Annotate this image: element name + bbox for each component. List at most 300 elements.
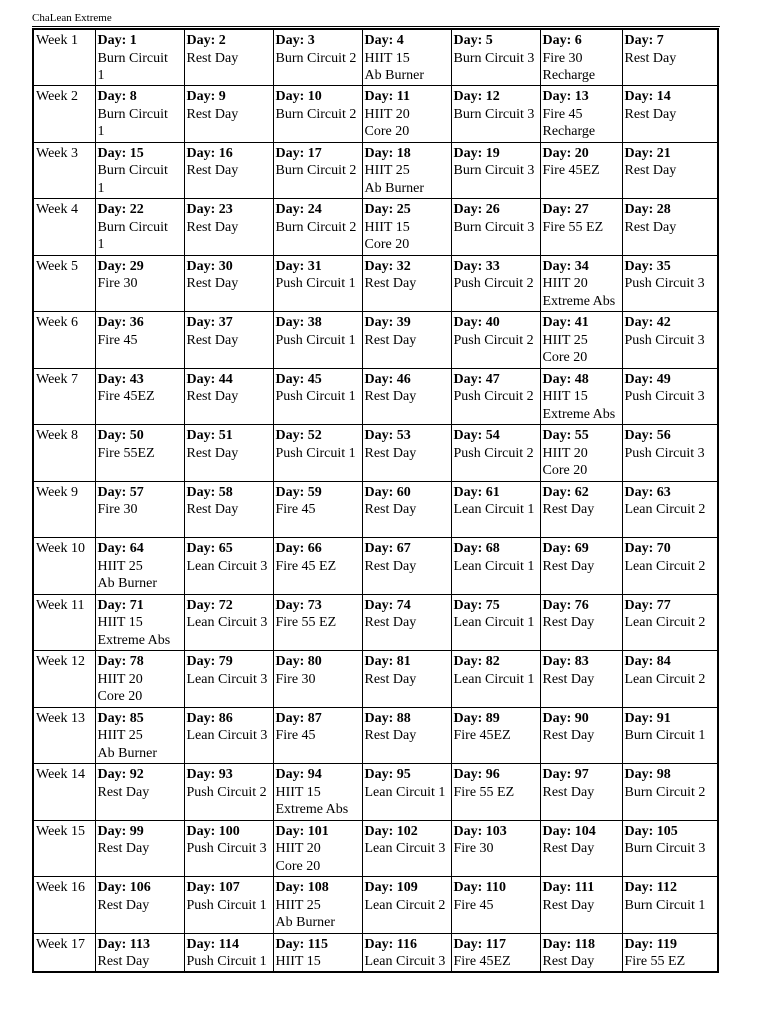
workout-name: Push Circuit 2	[453, 332, 534, 348]
day-number: Day: 31	[275, 258, 322, 274]
day-cell	[184, 481, 273, 538]
workout-name: Rest Day	[97, 784, 150, 800]
workout-name: Fire 45EZ	[97, 389, 155, 404]
workout-name: Rest Day	[624, 163, 677, 178]
day-number: Day: 7	[624, 33, 664, 48]
workout-name: Burn Circuit 1	[624, 728, 706, 743]
workout-name: Rest Day	[364, 728, 417, 743]
day-cell	[540, 312, 622, 369]
workout-name: Lean Circuit 3	[186, 671, 268, 687]
day-number: Day: 64	[97, 541, 144, 556]
workout-name: 1	[97, 124, 105, 139]
day-number: Day: 112	[624, 880, 677, 895]
day-cell	[540, 594, 622, 651]
day-cell	[540, 368, 622, 425]
workout-name: Push Circuit 1	[275, 276, 356, 291]
day-cell	[451, 594, 540, 651]
day-number: Day: 37	[186, 315, 233, 330]
day-number: Day: 51	[186, 428, 233, 443]
day-cell	[273, 29, 362, 86]
workout-name: Push Circuit 2	[453, 445, 534, 461]
day-number: Day: 108	[275, 880, 329, 895]
week-row	[33, 538, 718, 595]
workout-name: Rest Day	[97, 841, 150, 856]
workout-name: Rest Day	[542, 502, 595, 517]
day-number: Day: 4	[364, 33, 404, 48]
workout-name: Extreme Abs	[542, 293, 616, 309]
day-number: Day: 106	[97, 880, 151, 895]
workout-name: Lean Circuit 2	[624, 615, 706, 630]
day-cell	[273, 425, 362, 482]
day-number: Day: 104	[542, 823, 596, 839]
day-number: Day: 5	[453, 33, 493, 48]
day-number: Day: 53	[364, 428, 411, 443]
day-cell	[362, 86, 451, 143]
day-cell	[95, 86, 184, 143]
day-number: Day: 1	[97, 33, 137, 48]
day-number: Day: 71	[97, 597, 144, 613]
day-number: Day: 54	[453, 428, 500, 443]
workout-name: Fire 45	[275, 502, 316, 517]
workout-name: Fire 30	[97, 276, 138, 291]
workout-name: Lean Circuit 1	[453, 615, 535, 630]
workout-name: Fire 55 EZ	[542, 219, 604, 235]
day-cell	[622, 481, 718, 538]
day-number: Day: 20	[542, 145, 589, 161]
week-row	[33, 255, 718, 312]
workout-name: Lean Circuit 2	[624, 671, 706, 687]
workout-name: Push Circuit 1	[186, 954, 267, 969]
workout-name: HIIT 15	[364, 50, 410, 66]
day-cell	[362, 481, 451, 538]
workout-name: Rest Day	[97, 954, 150, 969]
day-number: Day: 23	[186, 202, 233, 217]
day-cell	[95, 199, 184, 256]
workout-name: Burn Circuit	[97, 219, 168, 235]
day-cell	[362, 820, 451, 877]
week-label: Week 2	[33, 86, 95, 143]
workout-name: Lean Circuit 1	[364, 784, 446, 800]
week-label: Week 14	[33, 764, 95, 821]
workout-name: Burn Circuit 2	[275, 50, 357, 66]
workout-name: HIIT 15	[364, 219, 410, 235]
day-number: Day: 86	[186, 710, 233, 726]
day-cell	[184, 820, 273, 877]
workout-name: Rest Day	[364, 671, 417, 687]
day-number: Day: 110	[453, 880, 506, 895]
workout-name: Burn Circuit	[97, 163, 168, 178]
day-cell	[622, 86, 718, 143]
day-cell	[451, 764, 540, 821]
day-number: Day: 49	[624, 371, 671, 387]
day-number: Day: 12	[453, 89, 500, 104]
day-number: Day: 34	[542, 258, 589, 274]
week-row	[33, 764, 718, 821]
day-number: Day: 47	[453, 371, 500, 387]
day-cell	[184, 651, 273, 708]
day-cell	[622, 707, 718, 764]
workout-name: Fire 30	[453, 841, 494, 856]
day-cell	[540, 142, 622, 199]
workout-name: Rest Day	[624, 106, 677, 122]
workout-name: Rest Day	[364, 332, 417, 348]
day-number: Day: 46	[364, 371, 411, 387]
day-number: Day: 38	[275, 315, 322, 330]
workout-name: Burn Circuit 3	[453, 163, 535, 178]
day-number: Day: 96	[453, 767, 500, 782]
workout-name: Lean Circuit 2	[364, 897, 446, 913]
week-row	[33, 368, 718, 425]
workout-name: HIIT 25	[97, 558, 143, 574]
day-cell	[362, 651, 451, 708]
workout-name: Fire 30	[542, 50, 583, 66]
day-cell	[184, 312, 273, 369]
workout-name: Push Circuit 2	[453, 389, 534, 404]
day-cell	[362, 29, 451, 86]
workout-name: Lean Circuit 2	[624, 502, 706, 517]
day-cell	[540, 481, 622, 538]
workout-name: Rest Day	[364, 276, 417, 291]
workout-name: Fire 30	[97, 502, 138, 517]
workout-name: HIIT 20	[364, 106, 410, 122]
day-cell	[184, 707, 273, 764]
day-number: Day: 101	[275, 823, 329, 839]
day-number: Day: 55	[542, 428, 589, 443]
day-cell	[622, 199, 718, 256]
day-cell	[540, 425, 622, 482]
workout-name: HIIT 25	[364, 163, 410, 178]
workout-name: Push Circuit 3	[624, 332, 705, 348]
workout-name: Rest Day	[364, 389, 417, 404]
week-label: Week 12	[33, 651, 95, 708]
workout-name: Lean Circuit 1	[453, 558, 535, 574]
day-cell	[362, 877, 451, 934]
day-cell	[451, 142, 540, 199]
week-label: Week 4	[33, 199, 95, 256]
workout-name: Fire 55 EZ	[275, 615, 337, 630]
day-cell	[273, 199, 362, 256]
workout-name: Lean Circuit 3	[364, 954, 446, 969]
day-number: Day: 118	[542, 936, 595, 952]
workout-name: Rest Day	[186, 502, 239, 517]
workout-name: Rest Day	[186, 389, 239, 404]
workout-name: Push Circuit 3	[624, 445, 705, 461]
day-number: Day: 27	[542, 202, 589, 217]
workout-name: Burn Circuit	[97, 50, 168, 66]
day-cell	[622, 425, 718, 482]
workout-name: HIIT 15	[542, 389, 588, 404]
day-cell	[273, 933, 362, 972]
day-number: Day: 103	[453, 823, 507, 839]
workout-name: Fire 45EZ	[453, 728, 511, 743]
day-cell	[451, 86, 540, 143]
week-label: Week 7	[33, 368, 95, 425]
workout-name: Extreme Abs	[542, 406, 616, 422]
workout-name: Fire 45	[542, 106, 583, 122]
workout-name: HIIT 25	[275, 897, 321, 913]
day-number: Day: 41	[542, 315, 589, 330]
day-number: Day: 13	[542, 89, 589, 104]
day-cell	[95, 255, 184, 312]
day-cell	[273, 877, 362, 934]
workout-name: Fire 30	[275, 671, 316, 687]
workout-name: HIIT 20	[542, 276, 588, 291]
day-cell	[622, 594, 718, 651]
day-number: Day: 39	[364, 315, 411, 330]
day-cell	[451, 651, 540, 708]
week-row	[33, 29, 718, 86]
week-label: Week 11	[33, 594, 95, 651]
day-number: Day: 68	[453, 541, 500, 556]
day-number: Day: 19	[453, 145, 500, 161]
workout-name: Rest Day	[186, 106, 239, 122]
day-number: Day: 56	[624, 428, 671, 443]
day-number: Day: 66	[275, 541, 322, 556]
workout-name: Recharge	[542, 68, 596, 83]
workout-name: Fire 55EZ	[97, 445, 155, 461]
day-number: Day: 74	[364, 597, 411, 613]
week-label: Week 13	[33, 707, 95, 764]
workout-name: Rest Day	[364, 615, 417, 630]
week-row	[33, 199, 718, 256]
workout-name: Push Circuit 1	[275, 445, 356, 461]
day-cell	[451, 312, 540, 369]
workout-name: Lean Circuit 2	[624, 558, 706, 574]
day-number: Day: 35	[624, 258, 671, 274]
workout-name: HIIT 15	[275, 954, 321, 969]
day-cell	[362, 312, 451, 369]
day-cell	[273, 820, 362, 877]
workout-name: Fire 45	[97, 332, 138, 348]
day-cell	[451, 538, 540, 595]
day-number: Day: 94	[275, 767, 322, 782]
day-cell	[540, 707, 622, 764]
day-cell	[273, 538, 362, 595]
day-number: Day: 119	[624, 936, 677, 952]
workout-name: Core 20	[97, 689, 143, 704]
day-cell	[184, 594, 273, 651]
week-row	[33, 933, 718, 972]
week-label: Week 16	[33, 877, 95, 934]
day-number: Day: 52	[275, 428, 322, 443]
day-number: Day: 69	[542, 541, 589, 556]
day-number: Day: 50	[97, 428, 144, 443]
day-cell	[95, 425, 184, 482]
day-cell	[362, 764, 451, 821]
day-number: Day: 22	[97, 202, 144, 217]
day-number: Day: 67	[364, 541, 411, 556]
day-number: Day: 111	[542, 880, 595, 895]
day-cell	[622, 29, 718, 86]
day-cell	[184, 368, 273, 425]
day-number: Day: 107	[186, 880, 240, 895]
workout-name: Rest Day	[186, 445, 239, 461]
workout-name: Rest Day	[186, 332, 239, 348]
day-number: Day: 8	[97, 89, 137, 104]
workout-name: Fire 55 EZ	[624, 954, 686, 969]
workout-name: Rest Day	[542, 784, 595, 800]
day-cell	[95, 481, 184, 538]
day-cell	[362, 142, 451, 199]
workout-name: Rest Day	[542, 954, 595, 969]
day-number: Day: 117	[453, 936, 506, 952]
day-cell	[273, 594, 362, 651]
workout-name: Fire 45 EZ	[275, 558, 337, 574]
day-number: Day: 24	[275, 202, 322, 217]
day-number: Day: 9	[186, 89, 226, 104]
day-cell	[95, 312, 184, 369]
workout-name: Extreme Abs	[275, 802, 349, 817]
workout-name: Burn Circuit 2	[275, 106, 357, 122]
day-cell	[622, 651, 718, 708]
day-number: Day: 78	[97, 654, 144, 669]
day-number: Day: 89	[453, 710, 500, 726]
week-label: Week 10	[33, 538, 95, 595]
workout-name: Burn Circuit 2	[624, 784, 706, 800]
day-number: Day: 48	[542, 371, 589, 387]
day-number: Day: 15	[97, 145, 144, 161]
workout-name: Burn Circuit 3	[453, 50, 535, 66]
day-number: Day: 95	[364, 767, 411, 782]
day-number: Day: 87	[275, 710, 322, 726]
day-cell	[540, 933, 622, 972]
day-cell	[540, 538, 622, 595]
day-number: Day: 70	[624, 541, 671, 556]
workout-name: Rest Day	[186, 50, 239, 66]
day-cell	[184, 142, 273, 199]
day-number: Day: 81	[364, 654, 411, 669]
day-number: Day: 36	[97, 315, 144, 330]
workout-name: Burn Circuit 3	[453, 219, 535, 235]
day-number: Day: 42	[624, 315, 671, 330]
workout-name: 1	[97, 68, 105, 83]
week-label: Week 3	[33, 142, 95, 199]
day-cell	[451, 481, 540, 538]
day-cell	[184, 255, 273, 312]
workout-name: HIIT 20	[275, 841, 321, 856]
header-divider	[32, 26, 720, 27]
workout-name: Rest Day	[624, 50, 677, 66]
day-number: Day: 98	[624, 767, 671, 782]
workout-name: Rest Day	[542, 671, 595, 687]
workout-name: Ab Burner	[364, 68, 424, 83]
week-row	[33, 594, 718, 651]
day-cell	[451, 368, 540, 425]
day-cell	[95, 877, 184, 934]
week-label: Week 5	[33, 255, 95, 312]
week-label: Week 15	[33, 820, 95, 877]
day-cell	[540, 255, 622, 312]
day-cell	[273, 481, 362, 538]
day-cell	[184, 199, 273, 256]
day-number: Day: 18	[364, 145, 411, 161]
workout-name: Lean Circuit 3	[364, 841, 446, 856]
week-row	[33, 481, 718, 538]
workout-name: Lean Circuit 3	[186, 558, 268, 574]
day-cell	[451, 877, 540, 934]
day-number: Day: 16	[186, 145, 233, 161]
workout-name: Core 20	[364, 124, 410, 139]
workout-name: Push Circuit 1	[275, 389, 356, 404]
workout-name: Rest Day	[542, 615, 595, 630]
day-number: Day: 92	[97, 767, 144, 782]
week-label: Week 6	[33, 312, 95, 369]
day-cell	[273, 764, 362, 821]
workout-name: Burn Circuit 2	[275, 219, 357, 235]
day-number: Day: 100	[186, 823, 240, 839]
day-cell	[95, 651, 184, 708]
day-cell	[451, 933, 540, 972]
document-header-title: ChaLean Extreme	[32, 12, 112, 24]
day-number: Day: 85	[97, 710, 144, 726]
day-cell	[622, 764, 718, 821]
workout-name: Push Circuit 3	[186, 841, 267, 856]
day-number: Day: 29	[97, 258, 144, 274]
day-number: Day: 116	[364, 936, 417, 952]
week-label: Week 1	[33, 29, 95, 86]
day-cell	[362, 368, 451, 425]
day-number: Day: 14	[624, 89, 671, 104]
day-number: Day: 43	[97, 371, 144, 387]
workout-name: Push Circuit 3	[624, 389, 705, 404]
day-cell	[362, 933, 451, 972]
workout-name: Core 20	[364, 237, 410, 252]
day-cell	[451, 199, 540, 256]
day-number: Day: 61	[453, 484, 500, 500]
workout-name: Rest Day	[542, 897, 595, 913]
day-cell	[184, 764, 273, 821]
day-cell	[95, 29, 184, 86]
day-cell	[622, 255, 718, 312]
workout-name: Fire 45	[275, 728, 316, 743]
workout-name: HIIT 15	[275, 784, 321, 800]
workout-name: Rest Day	[542, 558, 595, 574]
workout-name: Fire 45EZ	[542, 163, 600, 178]
day-number: Day: 40	[453, 315, 500, 330]
week-row	[33, 86, 718, 143]
day-cell	[362, 425, 451, 482]
workout-name: Extreme Abs	[97, 632, 171, 648]
day-number: Day: 105	[624, 823, 678, 839]
day-cell	[362, 707, 451, 764]
day-number: Day: 30	[186, 258, 233, 274]
day-number: Day: 77	[624, 597, 671, 613]
day-number: Day: 10	[275, 89, 322, 104]
workout-name: Core 20	[275, 858, 321, 874]
workout-name: Push Circuit 2	[186, 784, 267, 800]
workout-name: Lean Circuit 3	[186, 615, 268, 630]
day-cell	[540, 820, 622, 877]
day-cell	[95, 707, 184, 764]
day-cell	[451, 820, 540, 877]
day-number: Day: 2	[186, 33, 226, 48]
day-cell	[622, 538, 718, 595]
workout-name: Lean Circuit 1	[453, 671, 535, 687]
day-cell	[273, 255, 362, 312]
workout-name: Rest Day	[542, 728, 595, 743]
workout-name: Ab Burner	[275, 915, 335, 930]
day-number: Day: 72	[186, 597, 233, 613]
day-cell	[540, 877, 622, 934]
day-cell	[273, 312, 362, 369]
week-label: Week 9	[33, 481, 95, 538]
workout-name: Lean Circuit 3	[186, 728, 268, 743]
day-cell	[451, 707, 540, 764]
week-row	[33, 312, 718, 369]
workout-name: Fire 55 EZ	[453, 784, 515, 800]
day-cell	[273, 707, 362, 764]
day-number: Day: 102	[364, 823, 418, 839]
